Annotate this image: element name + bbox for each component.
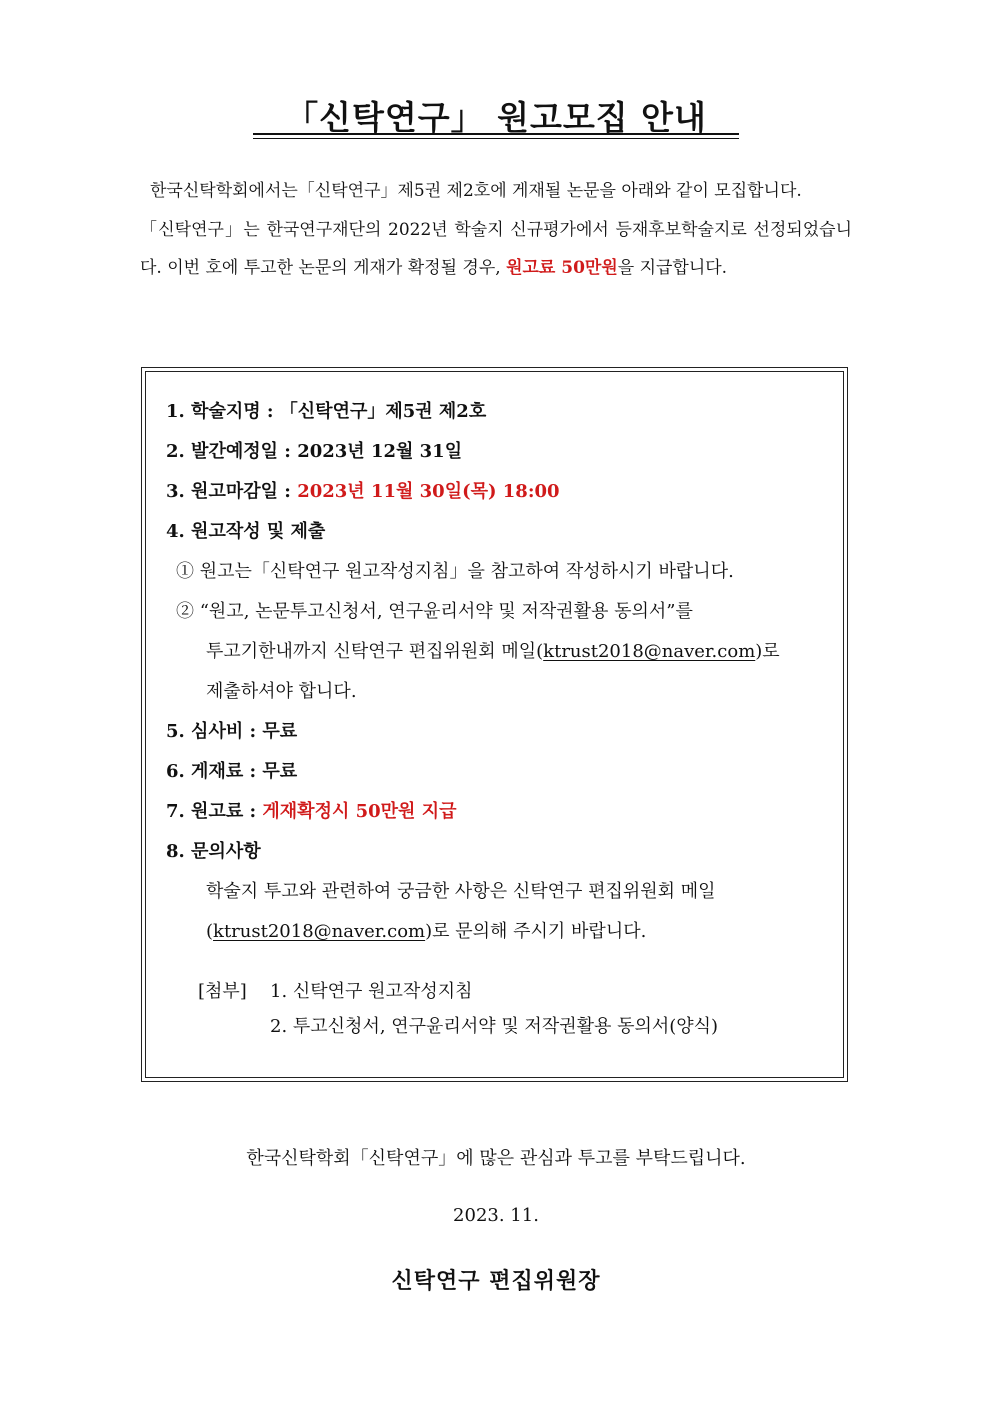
- intro-paragraph: [140, 172, 852, 288]
- intro-sentence-2-end: 을 지급합니다.: [617, 258, 728, 278]
- item-6-label: 6. 게재료 :: [166, 761, 263, 782]
- intro-sentence-1: 한국신탁학회에서는「신탁연구」제5권 제2호에 게재될 논문을 아래와 같이 모집합니다.: [150, 181, 802, 201]
- item-2-label: 2. 발간예정일 :: [166, 441, 298, 462]
- item-manuscript-fee: [166, 797, 456, 823]
- item-4-sub-2: ② “원고, 논문투고신청서, 연구윤리서약 및 저작권활용 동의서”를: [176, 601, 693, 622]
- title-underline-thin: [253, 138, 739, 139]
- title-underline-thick: [253, 133, 739, 135]
- item-4-sub-2-end: )로: [755, 641, 780, 662]
- item-7-label: 7. 원고료 :: [166, 801, 263, 822]
- item-publication-date: [166, 437, 462, 463]
- attachment-1: 1. 신탁연구 원고작성지침: [270, 981, 473, 1002]
- manuscript-fee-highlight: 원고료 50만원: [506, 258, 618, 278]
- closing-date: 2023. 11.: [453, 1205, 539, 1226]
- item-4-sub-2-text: 투고기한내까지 신탁연구 편집위원회 메일(: [206, 641, 544, 662]
- item-publication-fee: [166, 757, 297, 783]
- item-deadline: [166, 477, 560, 503]
- item-4-sub-2-line-3: 제출하셔야 합니다.: [206, 681, 357, 702]
- item-8-line-1: 학술지 투고와 관련하여 궁금한 사항은 신탁연구 편집위원회 메일: [206, 881, 716, 902]
- signature: 신탁연구 편집위원장: [391, 1268, 601, 1294]
- manuscript-fee-value: 게재확정시 50만원 지급: [262, 801, 457, 822]
- closing-message: 한국신탁학회「신탁연구」에 많은 관심과 투고를 부탁드립니다.: [246, 1148, 746, 1169]
- intro-sentence-2: [140, 211, 852, 288]
- email-link[interactable]: ktrust2018@naver.com: [543, 641, 756, 662]
- item-1-label: 1. 학술지명 :: [166, 401, 280, 422]
- item-4-sub-1: ① 원고는「신탁연구 원고작성지침」을 참고하여 작성하시기 바랍니다.: [176, 561, 734, 582]
- item-4-sub-2-line-2: [206, 637, 780, 663]
- item-8-open-paren: (: [206, 921, 214, 942]
- item-submission-heading: 4. 원고작성 및 제출: [166, 521, 326, 542]
- deadline-value: 2023년 11월 30일(목) 18:00: [297, 481, 560, 502]
- item-2-value: 2023년 12월 31일: [297, 441, 463, 462]
- item-journal-name: [166, 397, 486, 423]
- item-5-label: 5. 심사비 :: [166, 721, 263, 742]
- page-title: 「신탁연구」 원고모집 안내: [285, 98, 707, 137]
- item-6-value: 무료: [262, 761, 298, 782]
- inquiry-email-link[interactable]: ktrust2018@naver.com: [213, 921, 426, 942]
- intro-sentence-2-text: 「신탁연구」는 한국연구재단의 2022년 학술지 신규평가에서 등재후보학술지로 선정되었습니다. 이번 호에 투고한 논문의 게재가 확정될 경우,: [140, 219, 852, 278]
- attachment-2: 2. 투고신청서, 연구윤리서약 및 저작권활용 동의서(양식): [270, 1016, 719, 1037]
- item-3-label: 3. 원고마감일 :: [166, 481, 298, 502]
- item-8-text: )로 문의해 주시기 바랍니다.: [425, 921, 647, 942]
- item-8-line-2: [206, 917, 646, 943]
- item-review-fee: [166, 717, 297, 743]
- item-5-value: 무료: [262, 721, 298, 742]
- item-1-value: 「신탁연구」제5권 제2호: [279, 401, 487, 422]
- item-inquiries-heading: 8. 문의사항: [166, 841, 261, 862]
- attachment-label: [첨부]: [198, 981, 247, 1002]
